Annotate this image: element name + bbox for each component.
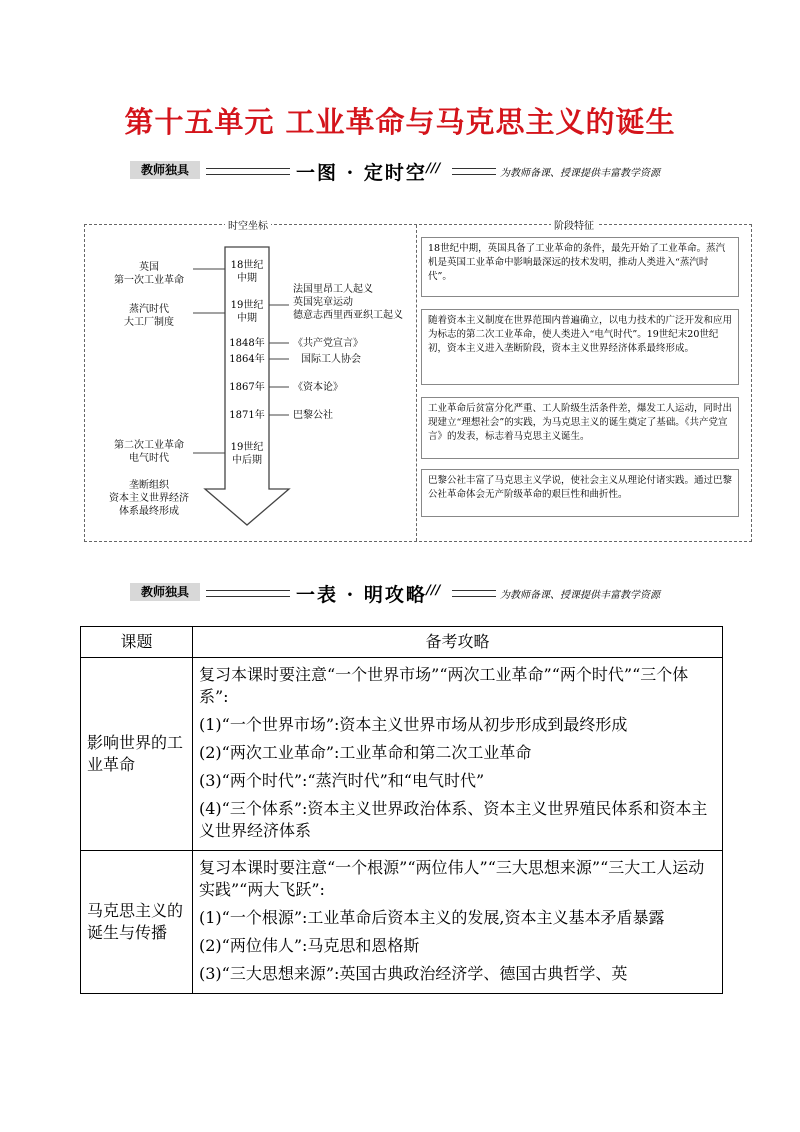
strategy-line: (3)“三大思想来源”:英国古典政治经济学、德国古典哲学、英 [199, 964, 628, 983]
table-header-row [81, 627, 723, 658]
right-event-label: 巴黎公社 [293, 410, 333, 421]
band-rule [206, 590, 290, 597]
table-row [81, 851, 723, 994]
timeline-label: 1867年 [229, 382, 265, 393]
strategy-cell [193, 658, 723, 851]
band-slashes: /// [426, 161, 441, 176]
left-event-label: 蒸汽时代 大工厂制度 [124, 304, 174, 328]
band-note: 为教师备课、授课提供丰富教学资源 [500, 168, 660, 179]
strategy-line: (3)“两个时代”:“蒸汽时代”和“电气时代” [199, 771, 485, 790]
timeline-label: 19世纪 中后期 [230, 442, 264, 466]
right-event-label: 《资本论》 [293, 382, 343, 393]
band-title: 一图 · 定时空 [296, 162, 427, 184]
diagram-divider [416, 225, 417, 541]
study-plan-table [80, 626, 723, 994]
timeline-label: 1848年 [229, 338, 265, 349]
timeline-label: 18世纪 中期 [230, 260, 264, 284]
timeline-label: 1871年 [229, 410, 265, 421]
timeline-label: 19世纪 中期 [230, 300, 264, 324]
table-row [81, 658, 723, 851]
strategy-line: (1)“一个根源”:工业革命后资本主义的发展,资本主义基本矛盾暴露 [199, 908, 665, 927]
section-band-table [130, 580, 690, 606]
strategy-line: (2)“两次工业革命”:工业革命和第二次工业革命 [199, 743, 532, 762]
band-rule [206, 168, 290, 175]
band-rule [452, 590, 496, 597]
strategy-line: (1)“一个世界市场”:资本主义世界市场从初步形成到最终形成 [199, 715, 628, 734]
band-slashes: /// [426, 583, 441, 598]
right-event-label: 《共产党宣言》 [293, 338, 363, 349]
page-title: 第十五单元 工业革命与马克思主义的诞生 [124, 105, 676, 139]
stage-feature-box: 随着资本主义制度在世界范围内普遍确立，以电力技术的广泛开发和应用为标志的第二次工业革命，使人类进入“电气时代”。19世纪末20世纪初，资本主义进入垄断阶段，资本主义世界经济体系最终形成。 [421, 309, 739, 385]
timeline-diagram [84, 221, 752, 542]
strategy-line: 复习本课时要注意“一个世界市场”“两次工业革命”“两个时代”“三个体系”: [199, 665, 689, 706]
diagram-right-heading: 阶段特征 [551, 217, 597, 232]
diagram-left-heading: 时空坐标 [225, 217, 271, 232]
strategy-line: (2)“两位伟人”:马克思和恩格斯 [199, 936, 420, 955]
strategy-line: (4)“三个体系”:资本主义世界政治体系、资本主义世界殖民体系和资本主义世界经济体系 [199, 799, 708, 840]
left-event-label: 英国 第一次工业革命 [114, 262, 184, 286]
stage-feature-box: 18世纪中期，英国具备了工业革命的条件，最先开始了工业革命。蒸汽机是英国工业革命中影响最深远的技术发明，推动人类进入“蒸汽时代”。 [421, 237, 739, 297]
stage-feature-box: 工业革命后贫富分化严重、工人阶级生活条件差，爆发工人运动，同时出现建立“理想社会”的实践，为马克思主义的诞生奠定了基础。《共产党宣言》的发表，标志着马克思主义诞生。 [421, 397, 739, 459]
strategy-line: 复习本课时要注意“一个根源”“两位伟人”“三大思想来源”“三大工人运动实践”“两大飞跃”: [199, 858, 705, 899]
timeline-label: 1864年 [229, 354, 265, 365]
band-rule [452, 168, 496, 175]
teacher-badge: 教师独具 [130, 161, 200, 179]
band-note: 为教师备课、授课提供丰富教学资源 [500, 590, 660, 601]
left-event-label: 第二次工业革命 电气时代 [114, 440, 184, 464]
strategy-cell [193, 851, 723, 994]
teacher-badge: 教师独具 [130, 583, 200, 601]
stage-feature-box: 巴黎公社丰富了马克思主义学说，使社会主义从理论付诸实践。通过巴黎公社革命体会无产阶级革命的艰巨性和曲折性。 [421, 469, 739, 517]
topic-cell: 马克思主义的诞生与传播 [81, 851, 193, 994]
right-event-label: 国际工人协会 [301, 354, 361, 365]
column-header: 备考攻略 [193, 627, 723, 658]
topic-cell: 影响世界的工业革命 [81, 658, 193, 851]
column-header: 课题 [81, 627, 193, 658]
section-band-map [130, 158, 690, 184]
left-event-label: 垄断组织 资本主义世界经济 体系最终形成 [109, 480, 189, 517]
band-title: 一表 · 明攻略 [296, 584, 427, 606]
right-event-label: 法国里昂工人起义 英国宪章运动 德意志西里西亚织工起义 [293, 284, 403, 321]
